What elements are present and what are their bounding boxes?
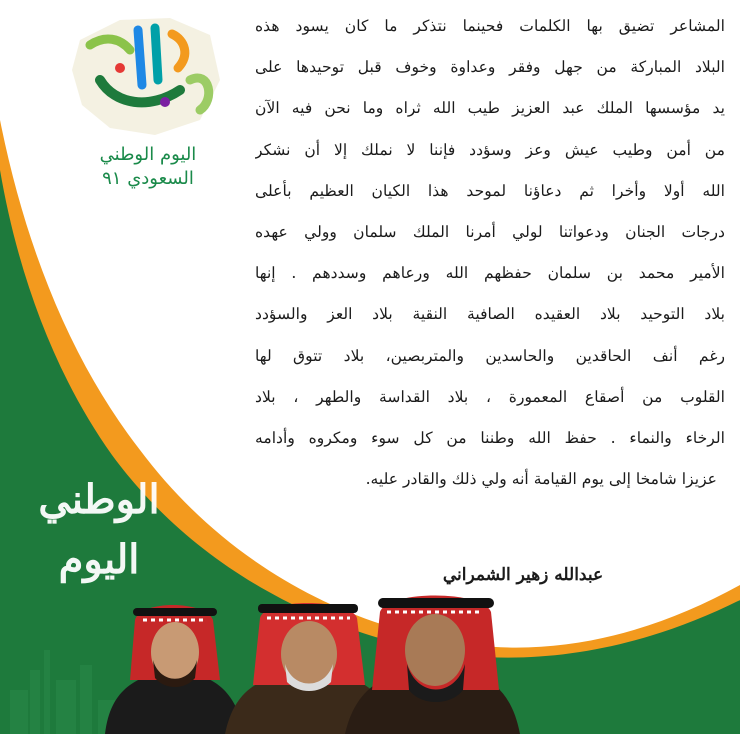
author-name: عبدالله زهير الشمراني [442,565,604,585]
poem-line: الرخاء والنماء . حفظ الله وطننا من كل سوء ومكروه وأدامه [255,428,725,447]
logo-caption [74,143,222,191]
poem-line: المشاعر تضيق بها الكلمات فحينما نتذكر ما كان يسود هذه [255,17,725,35]
leaders-portraits [95,590,525,734]
calligraphy-word1: اليوم [58,536,140,583]
poem-line: البلاد المباركة من جهل وفقر وعداوة وخوف قبل توحيدها على [255,58,725,77]
poem-line: القلوب من أصقاع المعمورة ، بلاد القداسة والطهر ، بلاد [255,387,725,406]
poem-line: الله أولا وأخرا ثم دعاؤنا لموحد هذا الكيان العظيم بأعلى [255,181,725,200]
portrait-left [105,605,245,734]
national-day-calligraphy [14,470,184,590]
poem-line: الأمير محمد بن سلمان حفظهم الله ورعاهم وسددهم . إنها [255,264,725,283]
poem-line: درجات الجنان ودعواتنا لولي أمرنا الملك سلمان وولي عهده [255,222,725,241]
poem-line: رغم أنف الحاقدين والحاسدين والمتربصين، بلاد تتوق لها [255,346,725,365]
calligraphy-word2: الوطني [38,476,160,523]
poem-line: يد مؤسسها الملك عبد العزيز طيب الله ثراه وما نحن فيه الآن [255,99,725,118]
poem-text [255,6,725,500]
poem-line: من أمن وطيب عيش وعز وسؤدد فإننا لا نملك إلا أن نشكر [255,140,725,159]
logo-caption-line1: اليوم الوطني [99,144,197,165]
poem-line: عزيزا شامخا إلى يوم القيامة أنه ولي ذلك والقادر عليه. [365,470,717,489]
portrait-right [345,596,520,734]
poem-line: بلاد التوحيد بلاد العقيده الصافية النقية بلاد العز والسؤدد [255,305,725,324]
logo-caption-line2: السعودي ٩١ [102,168,194,189]
